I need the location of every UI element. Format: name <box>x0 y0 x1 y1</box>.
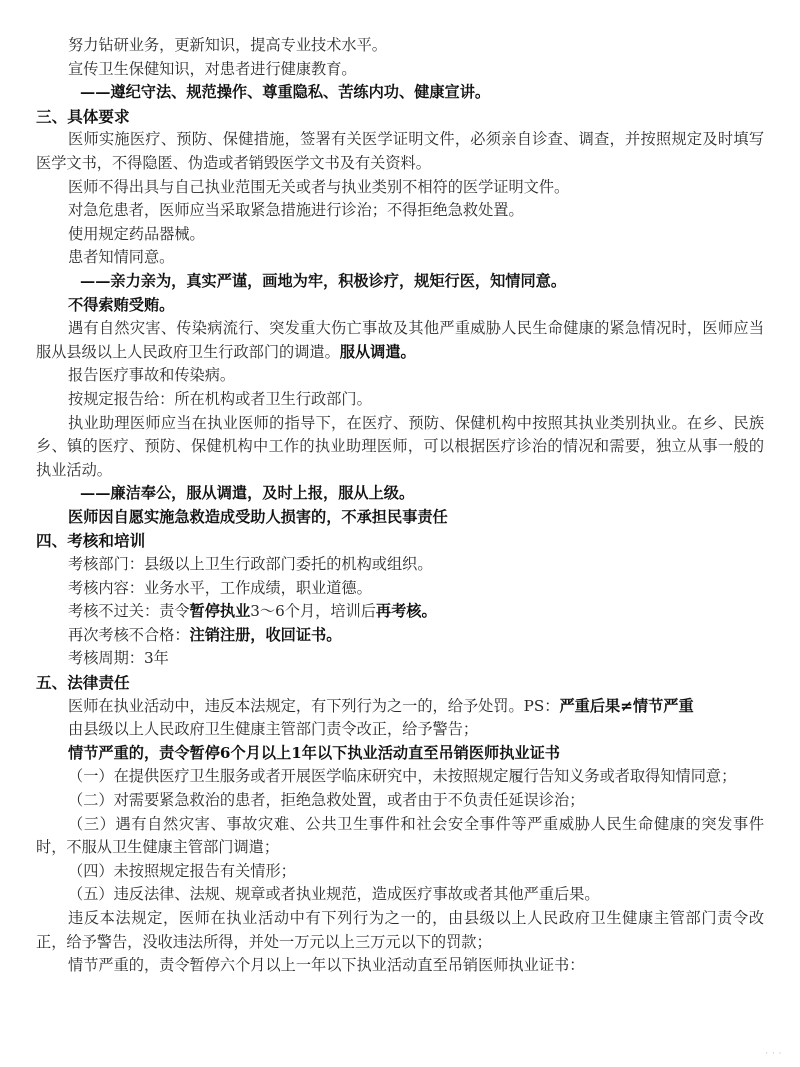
text-line: 医师不得出具与自己执业范围无关或者与执业类别不相符的医学证明文件。 <box>68 177 570 196</box>
text-line: 患者知情同意。 <box>68 248 175 267</box>
text-line: 对急危患者，医师应当采取紧急措施进行诊治；不得拒绝急救处置。 <box>68 201 524 220</box>
paragraph: 违反本法规定，医师在执业活动中有下列行为之一的，由县级以上人民政府卫生健康主管部门责令改正，给予警告，没收违法所得，并处一万元以上三万元以下的罚款； <box>36 908 764 951</box>
text-line: 考核周期：3年 <box>68 649 169 668</box>
bold-text: 注销注册，收回证书。 <box>189 625 342 644</box>
text-line: 情节严重的，责令暂停6个月以上1年以下执业活动直至吊销医师执业证书 <box>68 743 560 762</box>
text-line: 考核内容：业务水平，工作成绩，职业道德。 <box>68 578 372 597</box>
text-span: 再次考核不合格： <box>68 625 190 644</box>
text-line <box>36 624 764 648</box>
text-span: 考核不过关：责令 <box>68 602 190 621</box>
text-line: 医师因自愿实施急救造成受助人损害的，不承担民事责任 <box>68 507 448 526</box>
text-line: 情节严重的，责令暂停六个月以上一年以下执业活动直至吊销医师执业证书： <box>68 956 585 975</box>
text-line: 考核部门：县级以上卫生行政部门委托的机构或组织。 <box>68 555 433 574</box>
watermark-mark: · · · <box>765 1049 782 1059</box>
paragraph: （一）在提供医疗卫生服务或者开展医学临床研究中，未按照规定履行告知义务或者取得知情同意； <box>68 767 737 786</box>
text-line: 宣传卫生保健知识，对患者进行健康教育。 <box>68 59 357 78</box>
paragraph: 执业助理医师应当在执业医师的指导下，在医疗、预防、保健机构中按照其执业类别执业。在乡、民族乡、镇的医疗、预防、保健机构中工作的执业助理医师，可以根据医疗诊治的情况和需要，独立从事一般的执业活动。 <box>36 413 764 479</box>
paragraph: （三）遇有自然灾害、事故灾难、公共卫生事件和社会安全事件等严重威胁人民生命健康的突发事件时，不服从卫生健康主管部门调遣； <box>36 814 764 857</box>
section-heading-3: 三、具体要求 <box>36 106 130 126</box>
text-line: 使用规定药品器械。 <box>68 224 205 243</box>
paragraph-text: 遇有自然灾害、传染病流行、突发重大伤亡事故及其他严重威胁人民生命健康的紧急情况时，医师应当服从县级以上人民政府卫生行政部门的调遣。 <box>36 319 764 361</box>
text-line: （四）未按照规定报告有关情形； <box>68 861 296 880</box>
summary-line: ——亲力亲为，真实严谨，画地为牢，积极诊疗，规矩行医，知情同意。 <box>80 271 566 290</box>
summary-line: ——廉洁奉公，服从调遣，及时上报，服从上级。 <box>80 484 415 503</box>
bold-text: 暂停执业 <box>189 602 251 621</box>
section-heading-5: 五、法律责任 <box>36 673 130 693</box>
text-line: （五）违反法律、法规、规章或者执业规范，造成医疗事故或者其他严重后果。 <box>68 885 600 904</box>
paragraph: 医师实施医疗、预防、保健措施，签署有关医学证明文件，必须亲自诊查、调查，并按照规定及时填写医学文书，不得隐匿、伪造或者销毁医学文书及有关资料。 <box>36 130 764 172</box>
text-line: 按规定报告给：所在机构或者卫生行政部门。 <box>68 389 372 408</box>
paragraph <box>36 317 764 364</box>
bold-text: 服从调遣。 <box>339 342 416 361</box>
paragraph <box>36 695 764 719</box>
text-line: （二）对需要紧急救治的患者，拒绝急救处置，或者由于不负责任延误诊治； <box>68 791 585 809</box>
paragraph-text: 医师在执业活动中，违反本法规定，有下列行为之一的，给予处罚。PS： <box>68 696 560 715</box>
text-line: 努力钻研业务，更新知识，提高专业技术水平。 <box>68 36 387 54</box>
bold-text: 严重后果≠情节严重 <box>559 696 694 715</box>
section-heading-4: 四、考核和培训 <box>36 531 146 551</box>
text-line: 不得索贿受贿。 <box>68 295 175 314</box>
text-line <box>36 600 764 624</box>
text-line: 报告医疗事故和传染病。 <box>68 366 236 385</box>
text-line: 由县级以上人民政府卫生健康主管部门责令改正，给予警告； <box>68 720 479 739</box>
text-span: 3～6个月，培训后 <box>250 602 376 621</box>
bold-text: 再考核。 <box>375 602 437 621</box>
summary-line: ——遵纪守法、规范操作、尊重隐私、苦练内功、健康宣讲。 <box>80 83 491 102</box>
